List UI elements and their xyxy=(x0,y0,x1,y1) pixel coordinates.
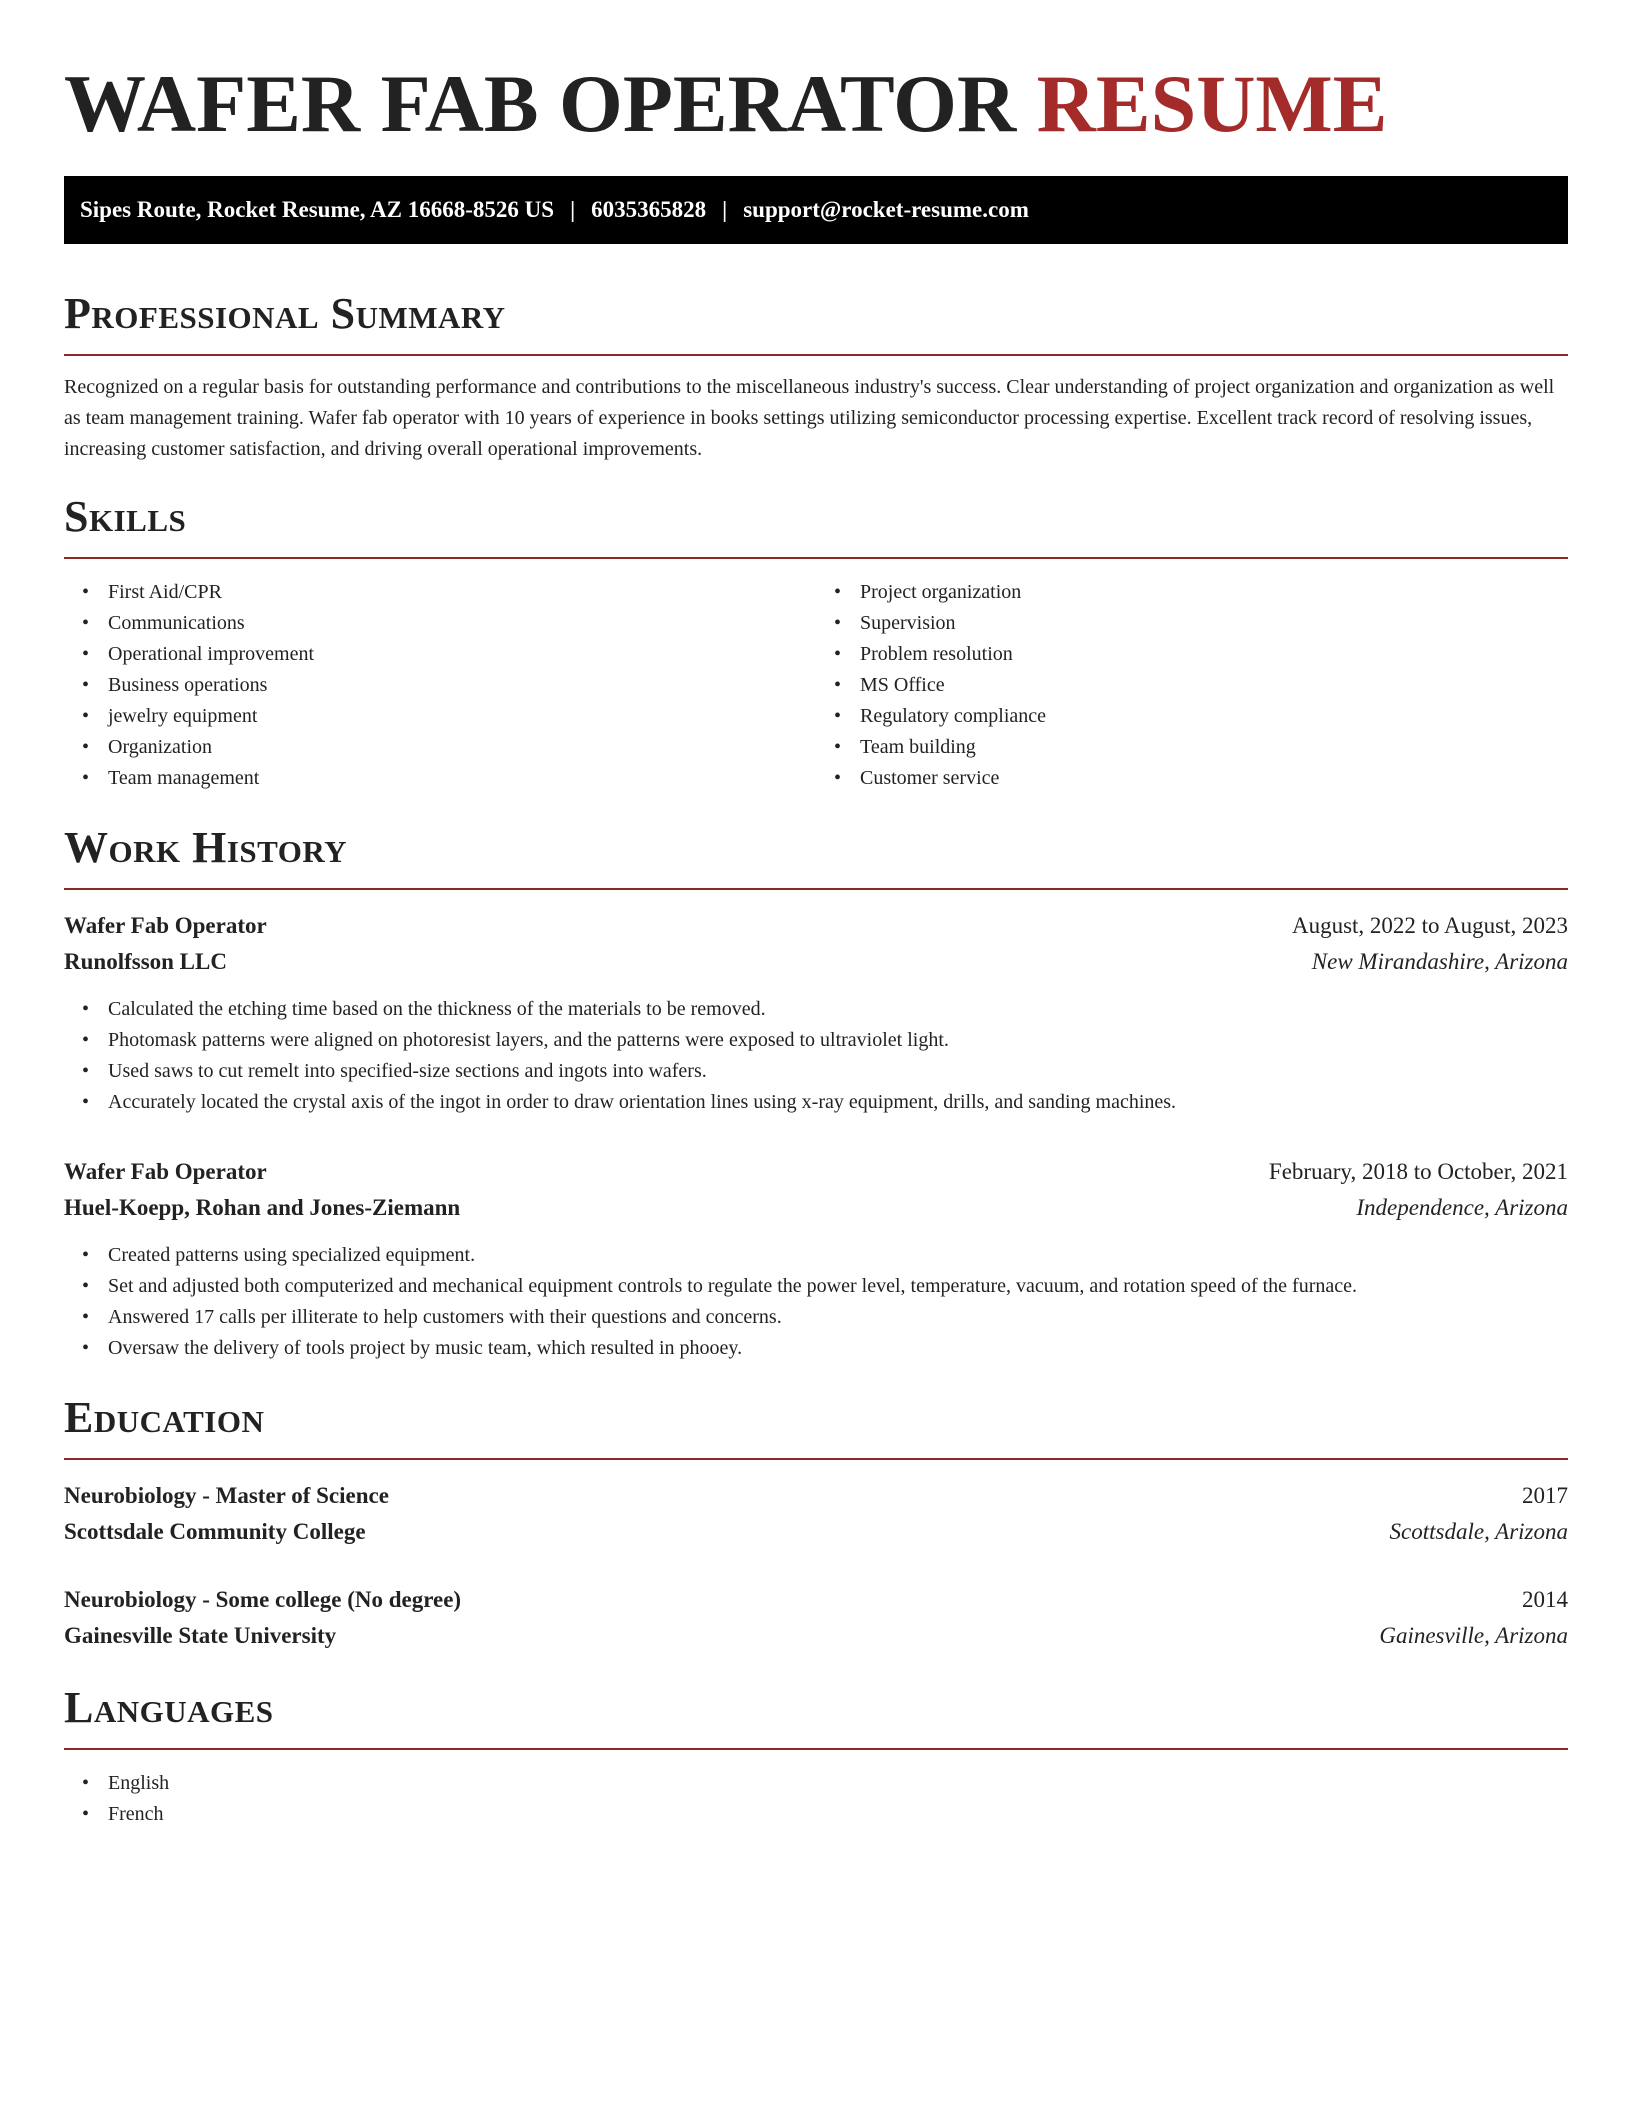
skill-item: • Problem resolution xyxy=(860,639,1568,670)
education-heading: Education xyxy=(64,1393,265,1442)
skill-item: • Organization xyxy=(108,732,816,763)
skill-item: • Customer service xyxy=(860,763,1568,794)
languages-list xyxy=(64,1768,1568,1830)
section-divider xyxy=(64,888,1568,890)
education-year: 2014 xyxy=(1522,1587,1568,1612)
skill-item: • jewelry equipment xyxy=(108,701,816,732)
education-school-row xyxy=(64,1514,1568,1550)
work-history-section xyxy=(64,822,1568,1364)
resume-page xyxy=(64,0,1568,1830)
job-title: Wafer Fab Operator xyxy=(64,1159,267,1184)
skill-item: • Business operations xyxy=(108,670,816,701)
job-company-row xyxy=(64,944,1568,980)
job-duties-list xyxy=(64,1240,1568,1364)
language-item: • English xyxy=(108,1768,1568,1799)
section-divider xyxy=(64,1748,1568,1750)
job-company: Runolfsson LLC xyxy=(64,949,227,974)
skills-list-right xyxy=(816,577,1568,794)
job-duty: • Photomask patterns were aligned on photoresist layers, and the patterns were exposed to ultraviolet light. xyxy=(108,1025,1568,1056)
skill-item: • Communications xyxy=(108,608,816,639)
job-duty: • Calculated the etching time based on the thickness of the materials to be removed. xyxy=(108,994,1568,1025)
job-company: Huel-Koepp, Rohan and Jones-Ziemann xyxy=(64,1195,461,1220)
title-accent: RESUME xyxy=(1036,58,1388,149)
contact-separator: | xyxy=(570,197,576,222)
skill-item: • First Aid/CPR xyxy=(108,577,816,608)
section-divider xyxy=(64,354,1568,356)
education-degree: Neurobiology - Master of Science xyxy=(64,1483,389,1508)
education-degree-row xyxy=(64,1478,1568,1514)
summary-section xyxy=(64,288,1568,465)
skill-item: • Team management xyxy=(108,763,816,794)
resume-title xyxy=(64,0,1568,150)
job-duty: • Accurately located the crystal axis of the ingot in order to draw orientation lines using x-ray equipment, drills, and sanding machines. xyxy=(108,1087,1568,1118)
education-degree: Neurobiology - Some college (No degree) xyxy=(64,1587,462,1612)
skills-list-left xyxy=(64,577,816,794)
education-location: Gainesville, Arizona xyxy=(1379,1623,1568,1648)
section-divider xyxy=(64,1458,1568,1460)
skill-item: • Team building xyxy=(860,732,1568,763)
job-entry xyxy=(64,1154,1568,1364)
contact-email: support@rocket-resume.com xyxy=(743,197,1029,222)
title-main: WAFER FAB OPERATOR xyxy=(64,58,1017,149)
education-school: Gainesville State University xyxy=(64,1623,337,1648)
contact-phone: 6035365828 xyxy=(591,197,707,222)
section-divider xyxy=(64,557,1568,559)
job-duty: • Answered 17 calls per illiterate to help customers with their questions and concerns. xyxy=(108,1302,1568,1333)
skills-heading: Skills xyxy=(64,492,187,541)
contact-address: Sipes Route, Rocket Resume, AZ 16668-8526 US xyxy=(80,197,555,222)
summary-text: Recognized on a regular basis for outstanding performance and contributions to the miscellaneous industry's success. Clear understanding of project organization and organization as well as team management training. Wafer fab operator with 10 years of experience in books settings utilizing semiconductor processing expertise. Excellent track record of resolving issues, increasing customer satisfaction, and driving overall operational improvements. xyxy=(64,376,1555,460)
job-company-row xyxy=(64,1190,1568,1226)
skill-item: • Regulatory compliance xyxy=(860,701,1568,732)
work-history-heading: Work History xyxy=(64,823,348,872)
skill-item: • Supervision xyxy=(860,608,1568,639)
skill-item: • MS Office xyxy=(860,670,1568,701)
job-dates: August, 2022 to August, 2023 xyxy=(1291,913,1568,938)
job-duty: • Set and adjusted both computerized and mechanical equipment controls to regulate the power level, temperature, vacuum, and rotation speed of the furnace. xyxy=(108,1271,1568,1302)
languages-heading: Languages xyxy=(64,1683,274,1732)
job-duty: • Oversaw the delivery of tools project by music team, which resulted in phooey. xyxy=(108,1333,1568,1364)
job-title: Wafer Fab Operator xyxy=(64,913,267,938)
skill-item: • Operational improvement xyxy=(108,639,816,670)
job-duty: • Created patterns using specialized equipment. xyxy=(108,1240,1568,1271)
education-section xyxy=(64,1392,1568,1654)
languages-section xyxy=(64,1682,1568,1830)
job-entry xyxy=(64,908,1568,1118)
language-item: • French xyxy=(108,1799,1568,1830)
job-dates: February, 2018 to October, 2021 xyxy=(1268,1159,1568,1184)
skills-columns xyxy=(64,577,1568,794)
skills-section xyxy=(64,491,1568,794)
job-header-row xyxy=(64,1154,1568,1190)
job-header-row xyxy=(64,908,1568,944)
education-entry xyxy=(64,1478,1568,1550)
contact-bar xyxy=(64,176,1568,244)
job-duty: • Used saws to cut remelt into specified-size sections and ingots into wafers. xyxy=(108,1056,1568,1087)
job-location: Independence, Arizona xyxy=(1356,1195,1568,1220)
skill-item: • Project organization xyxy=(860,577,1568,608)
education-entry xyxy=(64,1582,1568,1654)
education-year: 2017 xyxy=(1522,1483,1568,1508)
education-school-row xyxy=(64,1618,1568,1654)
education-location: Scottsdale, Arizona xyxy=(1389,1519,1568,1544)
education-school: Scottsdale Community College xyxy=(64,1519,366,1544)
education-degree-row xyxy=(64,1582,1568,1618)
job-duties-list xyxy=(64,994,1568,1118)
contact-separator: | xyxy=(722,197,728,222)
job-location: New Mirandashire, Arizona xyxy=(1311,949,1568,974)
summary-heading: Professional Summary xyxy=(64,289,506,338)
